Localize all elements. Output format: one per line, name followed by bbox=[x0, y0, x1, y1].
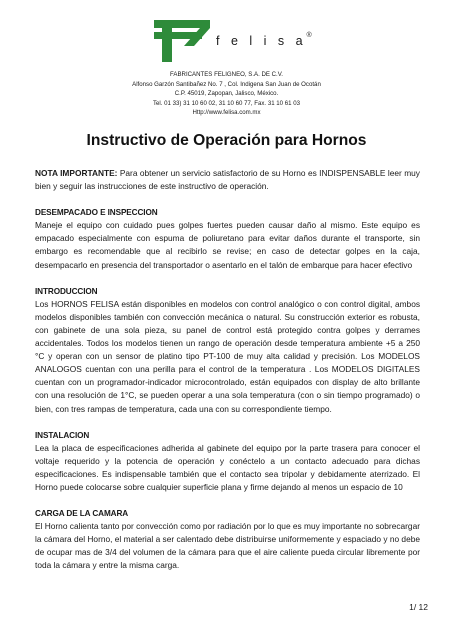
registered-mark: ® bbox=[306, 31, 312, 39]
company-name: FABRICANTES FELIGNEO, S.A. DE C.V. bbox=[170, 71, 283, 78]
page-title: Instructivo de Operación para Hornos bbox=[86, 132, 367, 149]
logo-bar-vertical bbox=[162, 20, 172, 62]
note-text: Para obtener un servicio satisfactorio de su Horno es INDISPENSABLE leer muy bien y seguir las instrucciones de este instructivo de operación. bbox=[35, 168, 420, 192]
brand-name bbox=[216, 31, 312, 48]
brand-text: f e l i s a bbox=[216, 34, 307, 48]
note-label: NOTA IMPORTANTE: bbox=[35, 168, 118, 178]
company-address-2: C.P. 45019, Zapopan, Jalisco, México. bbox=[174, 90, 279, 98]
heading-carga: CARGA DE LA CAMARA bbox=[35, 509, 129, 519]
heading-introduccion: INTRODUCCION bbox=[35, 286, 98, 296]
document-body bbox=[35, 167, 420, 573]
company-website: Http://www.felisa.com.mx bbox=[192, 109, 261, 117]
heading-instalacion: INSTALACION bbox=[35, 430, 90, 440]
company-phone: Tel. 01 33) 31 10 60 02, 31 10 60 77, Fax. 31 10 61 03 bbox=[152, 99, 301, 107]
important-note bbox=[35, 167, 420, 193]
page-number: 1/ 12 bbox=[409, 602, 428, 612]
text-carga: El Horno calienta tanto por convección como por radiación por lo que es muy importante no sobrecargar la cámara del Horno, el material a ser calentado debe distribuirse uniformemente y espaciado y no debe de ocupar mas de 3/4 del volumen de la cámara para que el aire caliente pueda circular libremente por toda la cámara y entre la misma carga. bbox=[35, 521, 420, 571]
company-header bbox=[0, 70, 453, 118]
text-desempacado: Maneje el equipo con cuidado pues golpes fuertes pueden causar daño al mismo. Este equipo es empacado especialmente con espuma de poliuretano para evitar daños durante el transporte, sin embargo es recomendable que al recibirlo se revise; en caso de detectar golpes en la caja, desempacarlo en presencia del transportador o asentarlo en el talón de embarque para hacer efectivo bbox=[35, 220, 420, 270]
text-introduccion: Los HORNOS FELISA están disponibles en modelos con control analógico o con control digital, ambos modelos disponibles también con convección mecánica o natural. Su construcción exterior es robusta, con gabinete de una sola pieza, su panel de control está protegido contra golpes y derrames accidentales. Todos los modelos tienen un rango de operación desde temperatura ambiente +5 a 250 °C y operan con un sensor de platino tipo PT-100 de muy alta calidad y precisión. Los MODELOS ANALOGOS cuentan con una perilla para el control de la temperatura . Los MODELOS DIGITALES cuentan con un programador-indicador microcontrolado, están equipados con display de alto brillante con una resolución de 1°C, se pueden operar a una sola temperatura (con o sin tiempo programado) o bien, con tres rampas de temperatura, cada una con su correspondiente tiempo. bbox=[35, 298, 420, 414]
text-instalacion: Lea la placa de especificaciones adherida al gabinete del equipo por la parte trasera para conocer el voltaje requerido y la potencia de operación y conéctelo a un contacto adecuado para dichas especificaciones. Es indispensable también que el contacto sea tripolar y debidamente aterrizado. El Horno puede colocarse sobre cualquier superficie plana y firme dejando al menos un espacio de 10 bbox=[35, 442, 420, 492]
company-address-1: Alfonso Garzón Santibañez No. 7 , Col. Indigena San Juan de Ocotán bbox=[132, 80, 321, 88]
heading-desempacado: DESEMPACADO E INSPECCION bbox=[35, 208, 158, 218]
